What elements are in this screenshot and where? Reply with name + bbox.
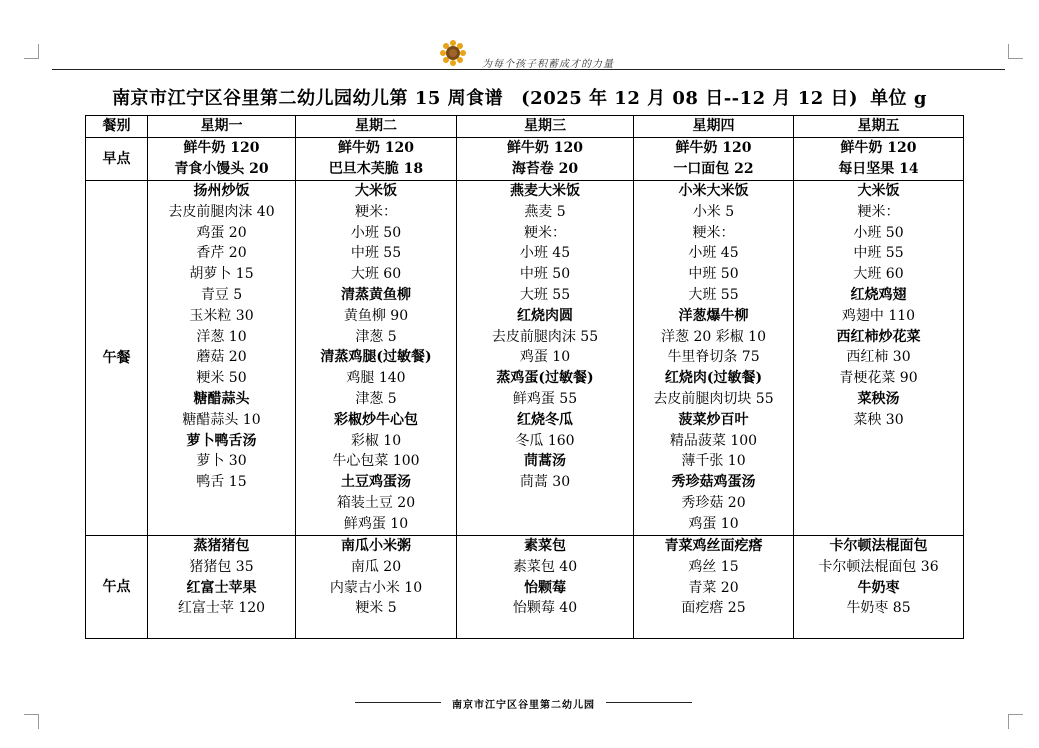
ingredient-line: 鸡蛋 10 [688,515,739,532]
dish-name: 菜秧汤 [857,390,900,407]
title-dates: (2025 年 12 月 08 日--12 月 12 日) [521,88,859,109]
dish-name: 青菜鸡丝面疙瘩 [664,538,763,554]
page-footer [355,697,692,709]
ingredient-line: 内蒙古小米 10 [329,579,423,596]
ingredient-line: 西红柿 30 [846,349,911,366]
dish-name: 青食小馒头 20 [174,160,269,177]
header-day-friday: 星期五 [794,116,964,138]
dish-name: 卡尔顿法棍面包 [829,538,928,554]
dish-name: 彩椒炒牛心包 [334,411,418,428]
menu-cell-friday [794,181,964,536]
menu-cell-tuesday [296,181,457,536]
ingredient-line: 素菜包 40 [512,558,578,575]
ingredient-line: 鲜鸡蛋 55 [512,390,578,407]
dish-name: 牛奶枣 [857,579,900,596]
header-day-tuesday: 星期二 [296,116,457,138]
ingredient-line: 秀珍菇 20 [681,494,746,511]
ingredient-line: 香芹 20 [196,245,247,262]
ingredient-line: 洋葱 10 [196,328,247,345]
footer-rule-right [606,702,692,703]
ingredient-line: 燕麦 5 [524,203,566,220]
header-day-monday: 星期一 [148,116,296,138]
meal-label-lunch: 午餐 [86,181,148,536]
ingredient-line: 怡颗莓 40 [512,600,578,617]
dish-name: 土豆鸡蛋汤 [341,474,411,491]
ingredient-line: 中班 50 [688,266,739,283]
weekly-menu-table [85,115,964,639]
dish-name: 巴旦木芙脆 18 [328,160,424,177]
ingredient-line: 鸡翅中 110 [841,307,916,324]
dish-name: 蒸鸡蛋(过敏餐) [496,370,594,387]
menu-cell-monday [148,536,296,639]
footer-school-name: 南京市江宁区谷里第二幼儿园 [452,700,595,711]
menu-cell-monday [148,181,296,536]
menu-cell-friday [794,536,964,639]
dish-name: 红富士苹果 [186,579,257,596]
ingredient-line: 大班 60 [853,266,904,283]
ingredient-line: 鸡蛋 10 [519,349,571,366]
ingredient-line: 粳米 5 [355,600,397,617]
school-slogan: 为每个孩子积蓄成才的力量 [482,59,614,70]
dish-name: 红烧肉(过敏餐) [664,370,763,387]
ingredient-line: 蘑菇 20 [196,349,247,366]
ingredient-line: 去皮前腿肉沫 40 [168,203,275,220]
ingredient-line: 牛心包菜 100 [332,453,420,470]
ingredient-line: 大班 55 [519,286,571,303]
menu-cell-tuesday [296,138,457,181]
ingredient-line: 箱装土豆 20 [336,494,416,511]
table-row-afternoon-snack [86,536,964,639]
ingredient-line: 鲜鸡蛋 10 [343,515,409,532]
ingredient-line: 红富士苹 120 [177,600,266,617]
ingredient-line: 面疙瘩 25 [681,600,746,617]
ingredient-line: 粳米： [857,203,900,220]
menu-cell-wednesday [457,536,634,639]
ingredient-line: 菜秧 30 [853,411,904,428]
ingredient-line: 小米 5 [692,203,735,220]
dish-name: 海苔卷 20 [511,160,579,177]
ingredient-line: 去皮前腿肉沫 55 [491,328,599,345]
ingredient-line: 小班 50 [350,224,402,241]
dish-name: 西红柿炒花菜 [836,328,921,345]
crop-mark-bottom-right [1008,714,1023,729]
ingredient-line: 大班 60 [350,266,402,283]
dish-name: 茼蒿汤 [524,453,566,470]
crop-mark-top-left [24,44,39,59]
dish-name: 鲜牛奶 120 [183,140,260,156]
ingredient-line: 冬瓜 160 [515,432,575,449]
dish-name: 一口面包 22 [673,160,754,177]
dish-name: 红烧冬瓜 [517,411,573,428]
ingredient-line: 糖醋蒜头 10 [182,411,261,428]
meal-label-breakfast: 早点 [86,138,148,181]
dish-name: 素菜包 [524,538,566,554]
ingredient-line: 鸡腿 140 [346,370,406,387]
dish-name: 红烧肉圆 [517,307,573,324]
menu-cell-wednesday [457,138,634,181]
ingredient-line: 卡尔顿法棍面包 36 [818,558,939,575]
ingredient-line: 小班 45 [519,245,571,262]
ingredient-line: 玉米粒 30 [189,307,254,324]
menu-cell-monday [148,138,296,181]
ingredient-line: 中班 55 [853,245,904,262]
ingredient-line: 鸭舌 15 [196,474,247,491]
crop-mark-bottom-left [24,714,39,729]
dish-name: 小米大米饭 [678,183,749,199]
dish-name: 秀珍菇鸡蛋汤 [671,474,756,491]
table-row-breakfast [86,138,964,181]
ingredient-line: 津葱 5 [355,390,397,407]
ingredient-line: 牛奶枣 85 [846,600,911,617]
sunflower-logo-icon [440,40,466,66]
title-main: 南京市江宁区谷里第二幼儿园幼儿第 15 周食谱 [112,88,504,109]
ingredient-line: 粳米： [355,203,397,220]
ingredient-line: 津葱 5 [355,328,397,345]
menu-cell-thursday [634,536,794,639]
ingredient-line: 中班 55 [350,245,402,262]
dish-name: 扬州炒饭 [193,183,250,199]
menu-cell-tuesday [296,536,457,639]
ingredient-line: 大班 55 [688,286,739,303]
crop-mark-top-right [1008,44,1023,59]
ingredient-line: 薄千张 10 [681,453,746,470]
ingredient-line: 黄鱼柳 90 [343,307,409,324]
dish-name: 鲜牛奶 120 [506,140,584,156]
ingredient-line: 牛里脊切条 75 [667,349,760,366]
ingredient-line: 小班 50 [853,224,904,241]
ingredient-line: 粳米 50 [196,370,247,387]
ingredient-line: 萝卜 30 [196,453,247,470]
footer-rule-left [355,702,441,703]
ingredient-line: 去皮前腿肉切块 55 [653,390,774,407]
dish-name: 糖醋蒜头 [193,390,250,407]
dish-name: 燕麦大米饭 [510,183,580,199]
table-header-row [86,116,964,138]
ingredient-line: 胡萝卜 15 [189,266,254,283]
dish-name: 萝卜鸭舌汤 [186,432,257,449]
ingredient-line: 粳米： [524,224,566,241]
ingredient-line: 鸡丝 15 [688,558,739,575]
dish-name: 大米饭 [857,183,900,199]
menu-cell-wednesday [457,181,634,536]
menu-cell-thursday [634,138,794,181]
dish-name: 鲜牛奶 120 [840,140,917,156]
dish-name: 怡颗莓 [524,579,566,596]
dish-name: 南瓜小米粥 [341,538,411,554]
dish-name: 清蒸鸡腿(过敏餐) [320,349,432,366]
header-day-wednesday: 星期三 [457,116,634,138]
dish-name: 大米饭 [355,183,397,199]
menu-cell-friday [794,138,964,181]
ingredient-line: 小班 45 [688,245,739,262]
ingredient-line: 青梗花菜 90 [839,370,918,387]
ingredient-line: 中班 50 [519,266,571,283]
ingredient-line: 青菜 20 [688,579,739,596]
dish-name: 清蒸黄鱼柳 [341,286,411,303]
header-divider [52,69,1005,70]
ingredient-line: 彩椒 10 [350,432,402,449]
ingredient-line: 鸡蛋 20 [196,224,247,241]
dish-name: 红烧鸡翅 [850,286,907,303]
header-meal-type: 餐别 [86,116,148,138]
dish-name: 每日坚果 14 [838,160,919,177]
ingredient-line: 青豆 5 [200,286,243,303]
meal-label-afternoon-snack: 午点 [86,536,148,639]
ingredient-line: 洋葱 20 彩椒 10 [661,328,766,345]
dish-name: 鲜牛奶 120 [337,140,415,156]
ingredient-line: 精品菠菜 100 [669,432,758,449]
title-unit: 单位 g [870,88,927,109]
header-day-thursday: 星期四 [634,116,794,138]
dish-name: 洋葱爆牛柳 [678,307,749,324]
dish-name: 菠菜炒百叶 [678,411,749,428]
table-row-lunch [86,181,964,536]
ingredient-line: 粳米： [692,224,735,241]
ingredient-line: 猪猪包 35 [189,558,254,575]
page-title [0,84,1039,110]
ingredient-line: 茼蒿 30 [519,474,571,491]
dish-name: 蒸猪猪包 [193,538,250,554]
menu-cell-thursday [634,181,794,536]
ingredient-line: 南瓜 20 [350,558,402,575]
dish-name: 鲜牛奶 120 [675,140,752,156]
